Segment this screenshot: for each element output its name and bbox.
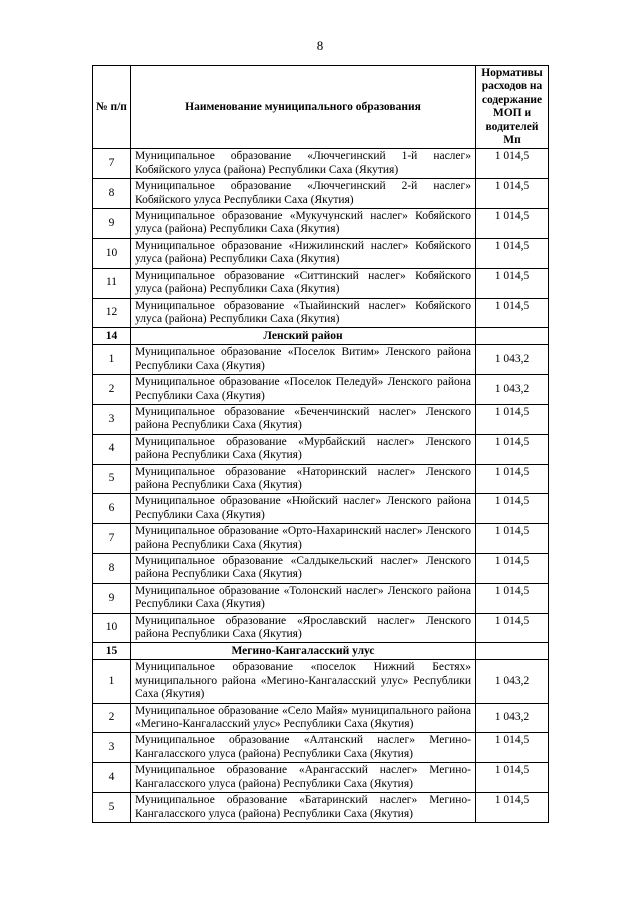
row-number: 7 bbox=[93, 149, 131, 179]
table-row bbox=[93, 298, 549, 328]
table-row bbox=[93, 793, 549, 823]
norm-value: 1 014,5 bbox=[476, 149, 549, 179]
row-number: 4 bbox=[93, 763, 131, 793]
norm-value: 1 043,2 bbox=[476, 375, 549, 405]
table-row bbox=[93, 763, 549, 793]
municipality-name: Муниципальное образование «Ярославский наслег» Ленского района Республики Саха (Якутия) bbox=[131, 613, 476, 643]
row-number: 9 bbox=[93, 583, 131, 613]
municipality-name: Муниципальное образование «Арангасский наслег» Мегино-Кангаласского улуса (района) Республики Саха (Якутия) bbox=[131, 763, 476, 793]
norm-value: 1 014,5 bbox=[476, 613, 549, 643]
municipality-name: Муниципальное образование «Мукучунский наслег» Кобяйского улуса (района) Республики Саха (Якутия) bbox=[131, 209, 476, 239]
row-number: 10 bbox=[93, 613, 131, 643]
row-number: 6 bbox=[93, 494, 131, 524]
row-number: 4 bbox=[93, 434, 131, 464]
table-header-row bbox=[93, 66, 549, 149]
norm-value: 1 014,5 bbox=[476, 733, 549, 763]
row-number: 2 bbox=[93, 703, 131, 733]
norm-value: 1 014,5 bbox=[476, 793, 549, 823]
municipality-name: Муниципальное образование «Поселок Пеледуй» Ленского района Республики Саха (Якутия) bbox=[131, 375, 476, 405]
table-row bbox=[93, 209, 549, 239]
norm-value: 1 014,5 bbox=[476, 209, 549, 239]
header-number: № п/п bbox=[93, 66, 131, 149]
table-row bbox=[93, 375, 549, 405]
table-row bbox=[93, 268, 549, 298]
group-empty-cell bbox=[476, 643, 549, 660]
norm-value: 1 014,5 bbox=[476, 763, 549, 793]
table-row bbox=[93, 149, 549, 179]
table-row bbox=[93, 464, 549, 494]
norm-value: 1 014,5 bbox=[476, 524, 549, 554]
norm-value: 1 043,2 bbox=[476, 345, 549, 375]
municipality-name: Муниципальное образование «Люччегинский 1-й наслег» Кобяйского улуса (района) Республики Саха (Якутия) bbox=[131, 149, 476, 179]
norm-value: 1 043,2 bbox=[476, 660, 549, 703]
group-number: 15 bbox=[93, 643, 131, 660]
municipality-name: Муниципальное образование «Тыайинский наслег» Кобяйского улуса (района) Республики Саха (Якутия) bbox=[131, 298, 476, 328]
norm-value: 1 014,5 bbox=[476, 464, 549, 494]
table-row bbox=[93, 345, 549, 375]
table-row bbox=[93, 494, 549, 524]
table-row bbox=[93, 583, 549, 613]
table-group-row bbox=[93, 643, 549, 660]
norm-value: 1 014,5 bbox=[476, 298, 549, 328]
table-row bbox=[93, 179, 549, 209]
norm-value: 1 014,5 bbox=[476, 404, 549, 434]
norm-value: 1 014,5 bbox=[476, 268, 549, 298]
norms-table bbox=[92, 65, 549, 823]
table-row bbox=[93, 703, 549, 733]
row-number: 10 bbox=[93, 238, 131, 268]
norm-value: 1 043,2 bbox=[476, 703, 549, 733]
table-row bbox=[93, 613, 549, 643]
row-number: 3 bbox=[93, 733, 131, 763]
municipality-name: Муниципальное образование «Наторинский наслег» Ленского района Республики Саха (Якутия) bbox=[131, 464, 476, 494]
table-row bbox=[93, 404, 549, 434]
municipality-name: Муниципальное образование «Батаринский наслег» Мегино-Кангаласского улуса (района) Республики Саха (Якутия) bbox=[131, 793, 476, 823]
municipality-name: Муниципальное образование «Ситтинский наслег» Кобяйского улуса (района) Республики Саха (Якутия) bbox=[131, 268, 476, 298]
municipality-name: Муниципальное образование «Поселок Витим» Ленского района Республики Саха (Якутия) bbox=[131, 345, 476, 375]
row-number: 11 bbox=[93, 268, 131, 298]
municipality-name: Муниципальное образование «поселок Нижний Бестях» муниципального района «Мегино-Кангаласский улус» Республики Саха (Якутия) bbox=[131, 660, 476, 703]
municipality-name: Муниципальное образование «Толонский наслег» Ленского района Республики Саха (Якутия) bbox=[131, 583, 476, 613]
header-norm: Нормативы расходов на содержание МОП и водителей Мп bbox=[476, 66, 549, 149]
group-number: 14 bbox=[93, 328, 131, 345]
group-title: Мегино-Кангаласский улус bbox=[131, 643, 476, 660]
norm-value: 1 014,5 bbox=[476, 179, 549, 209]
table-body bbox=[93, 149, 549, 822]
municipality-name: Муниципальное образование «Орто-Нахаринский наслег» Ленского района Республики Саха (Якутия) bbox=[131, 524, 476, 554]
row-number: 1 bbox=[93, 345, 131, 375]
row-number: 3 bbox=[93, 404, 131, 434]
table-row bbox=[93, 238, 549, 268]
row-number: 8 bbox=[93, 554, 131, 584]
group-title: Ленский район bbox=[131, 328, 476, 345]
municipality-name: Муниципальное образование «Нижилинский наслег» Кобяйского улуса (района) Республики Саха (Якутия) bbox=[131, 238, 476, 268]
table-row bbox=[93, 554, 549, 584]
row-number: 5 bbox=[93, 464, 131, 494]
municipality-name: Муниципальное образование «Люччегинский 2-й наслег» Кобяйского улуса Республики Саха (Якутия) bbox=[131, 179, 476, 209]
norm-value: 1 014,5 bbox=[476, 494, 549, 524]
norm-value: 1 014,5 bbox=[476, 583, 549, 613]
norm-value: 1 014,5 bbox=[476, 238, 549, 268]
municipality-name: Муниципальное образование «Салдыкельский наслег» Ленского района Республики Саха (Якутия) bbox=[131, 554, 476, 584]
row-number: 12 bbox=[93, 298, 131, 328]
municipality-name: Муниципальное образование «Алтанский наслег» Мегино-Кангаласского улуса (района) Республики Саха (Якутия) bbox=[131, 733, 476, 763]
row-number: 9 bbox=[93, 209, 131, 239]
municipality-name: Муниципальное образование «Беченчинский наслег» Ленского района Республики Саха (Якутия) bbox=[131, 404, 476, 434]
municipality-name: Муниципальное образование «Село Майя» муниципального района «Мегино-Кангаласский улус» Республики Саха (Якутия) bbox=[131, 703, 476, 733]
norm-value: 1 014,5 bbox=[476, 554, 549, 584]
row-number: 5 bbox=[93, 793, 131, 823]
table-row bbox=[93, 524, 549, 554]
page-number: 8 bbox=[316, 38, 324, 53]
table-row bbox=[93, 434, 549, 464]
group-empty-cell bbox=[476, 328, 549, 345]
row-number: 7 bbox=[93, 524, 131, 554]
row-number: 2 bbox=[93, 375, 131, 405]
norm-value: 1 014,5 bbox=[476, 434, 549, 464]
table-row bbox=[93, 733, 549, 763]
table-row bbox=[93, 660, 549, 703]
header-name: Наименование муниципального образования bbox=[131, 66, 476, 149]
row-number: 1 bbox=[93, 660, 131, 703]
municipality-name: Муниципальное образование «Нюйский наслег» Ленского района Республики Саха (Якутия) bbox=[131, 494, 476, 524]
municipality-name: Муниципальное образование «Мурбайский наслег» Ленского района Республики Саха (Якутия) bbox=[131, 434, 476, 464]
table-group-row bbox=[93, 328, 549, 345]
row-number: 8 bbox=[93, 179, 131, 209]
